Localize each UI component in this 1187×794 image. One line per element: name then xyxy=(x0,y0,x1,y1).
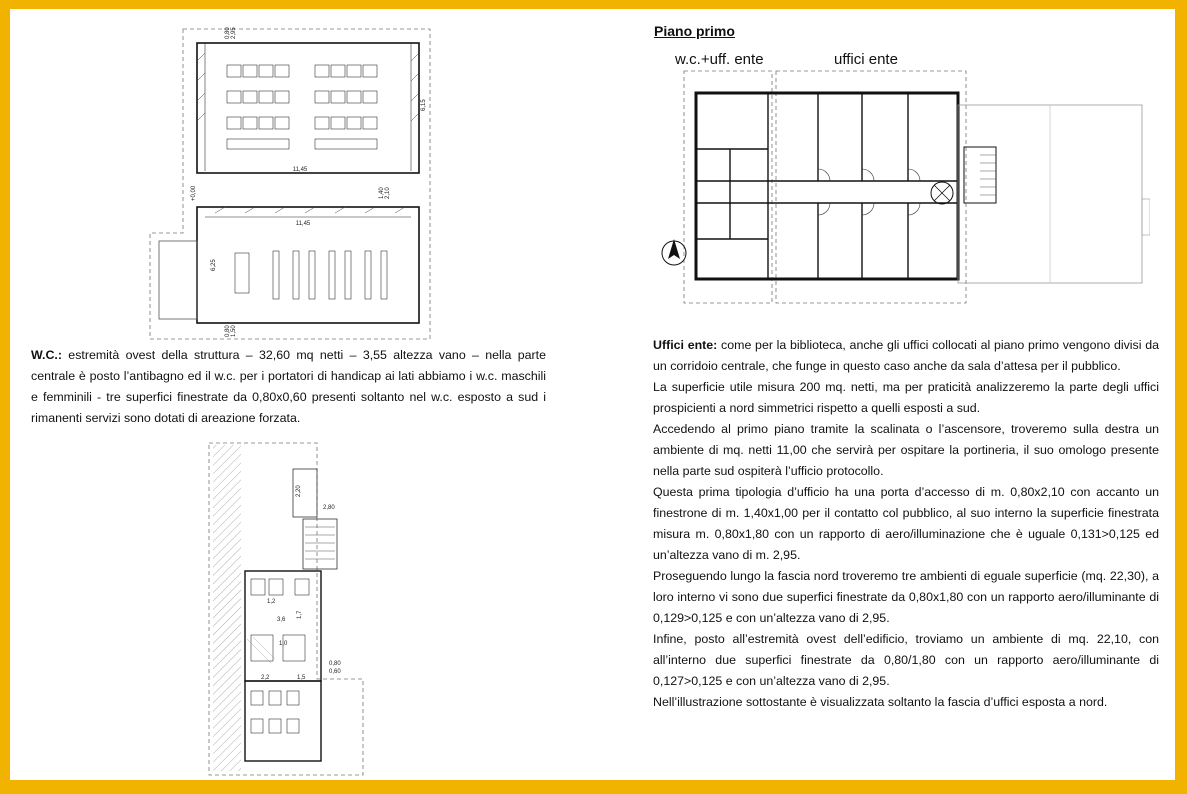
wc-paragraph-bold: W.C.: xyxy=(31,348,62,362)
door-width-label: 1,40 xyxy=(379,187,385,199)
zone-label-offices: uffici ente xyxy=(834,51,898,68)
dimension-width-upper: 11,45 xyxy=(292,167,308,173)
paragraph-1-bold: Uffici ente: xyxy=(653,338,718,352)
wc-dim-10: 1,0 xyxy=(279,641,288,647)
window-width-label: 0,80 xyxy=(225,27,231,39)
office-plan-drawing xyxy=(145,21,445,341)
document-page xyxy=(10,9,1175,780)
dimension-depth-lower: 6,25 xyxy=(211,259,217,271)
wc-plan-drawing xyxy=(205,439,375,779)
paragraph-3: Accedendo al primo piano tramite la scalinata o l’ascensore, troveremo sulla destra un ambiente di mq. netti 11,00 che servirà per ospitare la portineria, il suo omologo presente nella parte sud ospiterà l’ufficio protocollo. xyxy=(653,422,1159,478)
wc-dim-6: 2,2 xyxy=(261,675,270,681)
wc-dim-9: 0,60 xyxy=(329,669,341,675)
paragraph-7: Nell’illustrazione sottostante è visualizzata soltanto la fascia d’uffici esposta a nord. xyxy=(653,695,1108,709)
wc-floor-plan xyxy=(205,439,375,779)
zone-label-wc: w.c.+uff. ente xyxy=(675,51,764,68)
door-height-label: 2,10 xyxy=(385,187,391,199)
page-title: Piano primo xyxy=(654,23,735,39)
dimension-depth-upper: 6,15 xyxy=(421,99,427,111)
paragraph-4: Questa prima tipologia d’ufficio ha una porta d’accesso di m. 0,80x2,10 con accanto un finestrone di m. 1,40x1,00 per il contatto col pubblico, al suo interno la superficie finestrata misura m. 0,80x1,80 con un rapporto di aero/illuminazione che è uguale 0,131>0,125 ed un’altezza vano di m. 2,95. xyxy=(653,485,1159,562)
wc-dim-3: 1,2 xyxy=(267,599,276,605)
paragraph-1-text: come per la biblioteca, anche gli uffici collocati al piano primo vengono divisi da un corridoio centrale, che funge in questo caso anche da sala d’attesa per il pubblico. xyxy=(653,338,1159,373)
paragraph-2: La superficie utile misura 200 mq. netti, ma per praticità analizzeremo la parte degli uffici prospicienti a nord simmetrici rispetto a quelli esposti a sud. xyxy=(653,380,1159,415)
wc-dim-2: 2,80 xyxy=(323,505,335,511)
paragraph-5: Proseguendo lungo la fascia nord troveremo tre ambienti di eguale superficie (mq. 22,30), a loro interno vi sono due superfici finestrate da 0,80x1,80 con un rapporto aero/illuminante di 0,129>0,125 e con un’altezza vano di 2,95. xyxy=(653,569,1159,625)
wc-dim-7: 1,5 xyxy=(297,675,306,681)
paragraph-1 xyxy=(653,335,1159,377)
wc-dim-5: 1,7 xyxy=(297,610,303,619)
window-height-label: 2,95 xyxy=(231,27,237,39)
dimension-width-lower: 11,45 xyxy=(295,221,311,227)
level-label: +0,00 xyxy=(191,185,197,201)
small-window-height-label: 1,50 xyxy=(231,325,237,337)
paragraph-6: Infine, posto all’estremità ovest dell’edificio, troviamo un ambiente di mq. 22,10, con all’interno due superfici finestrate da 0,80/1,80 con un rapporto aero/illuminante di 0,127>0,125 e con un’altezza vano di 2,95. xyxy=(653,632,1159,688)
wc-dim-4: 3,6 xyxy=(277,617,286,623)
first-floor-drawing xyxy=(650,69,1150,309)
first-floor-plan xyxy=(650,69,1150,309)
office-floor-plan xyxy=(145,21,445,341)
wc-dim-8: 0,80 xyxy=(329,661,341,667)
wc-dim-1: 2,20 xyxy=(296,485,302,497)
small-window-width-label: 0,80 xyxy=(225,325,231,337)
offices-description xyxy=(653,335,1159,713)
wc-paragraph xyxy=(31,345,546,429)
wc-paragraph-text: estremità ovest della struttura – 32,60 mq netti – 3,55 altezza vano – nella parte centrale è posto l’antibagno ed il w.c. per i portatori di handicap ai lati abbiamo i w.c. maschili e femminili - tre superfici finestrate da 0,80x0,60 presenti soltanto nel w.c. esposto a sud i rimanenti servizi sono dotati di areazione forzata. xyxy=(31,348,546,425)
